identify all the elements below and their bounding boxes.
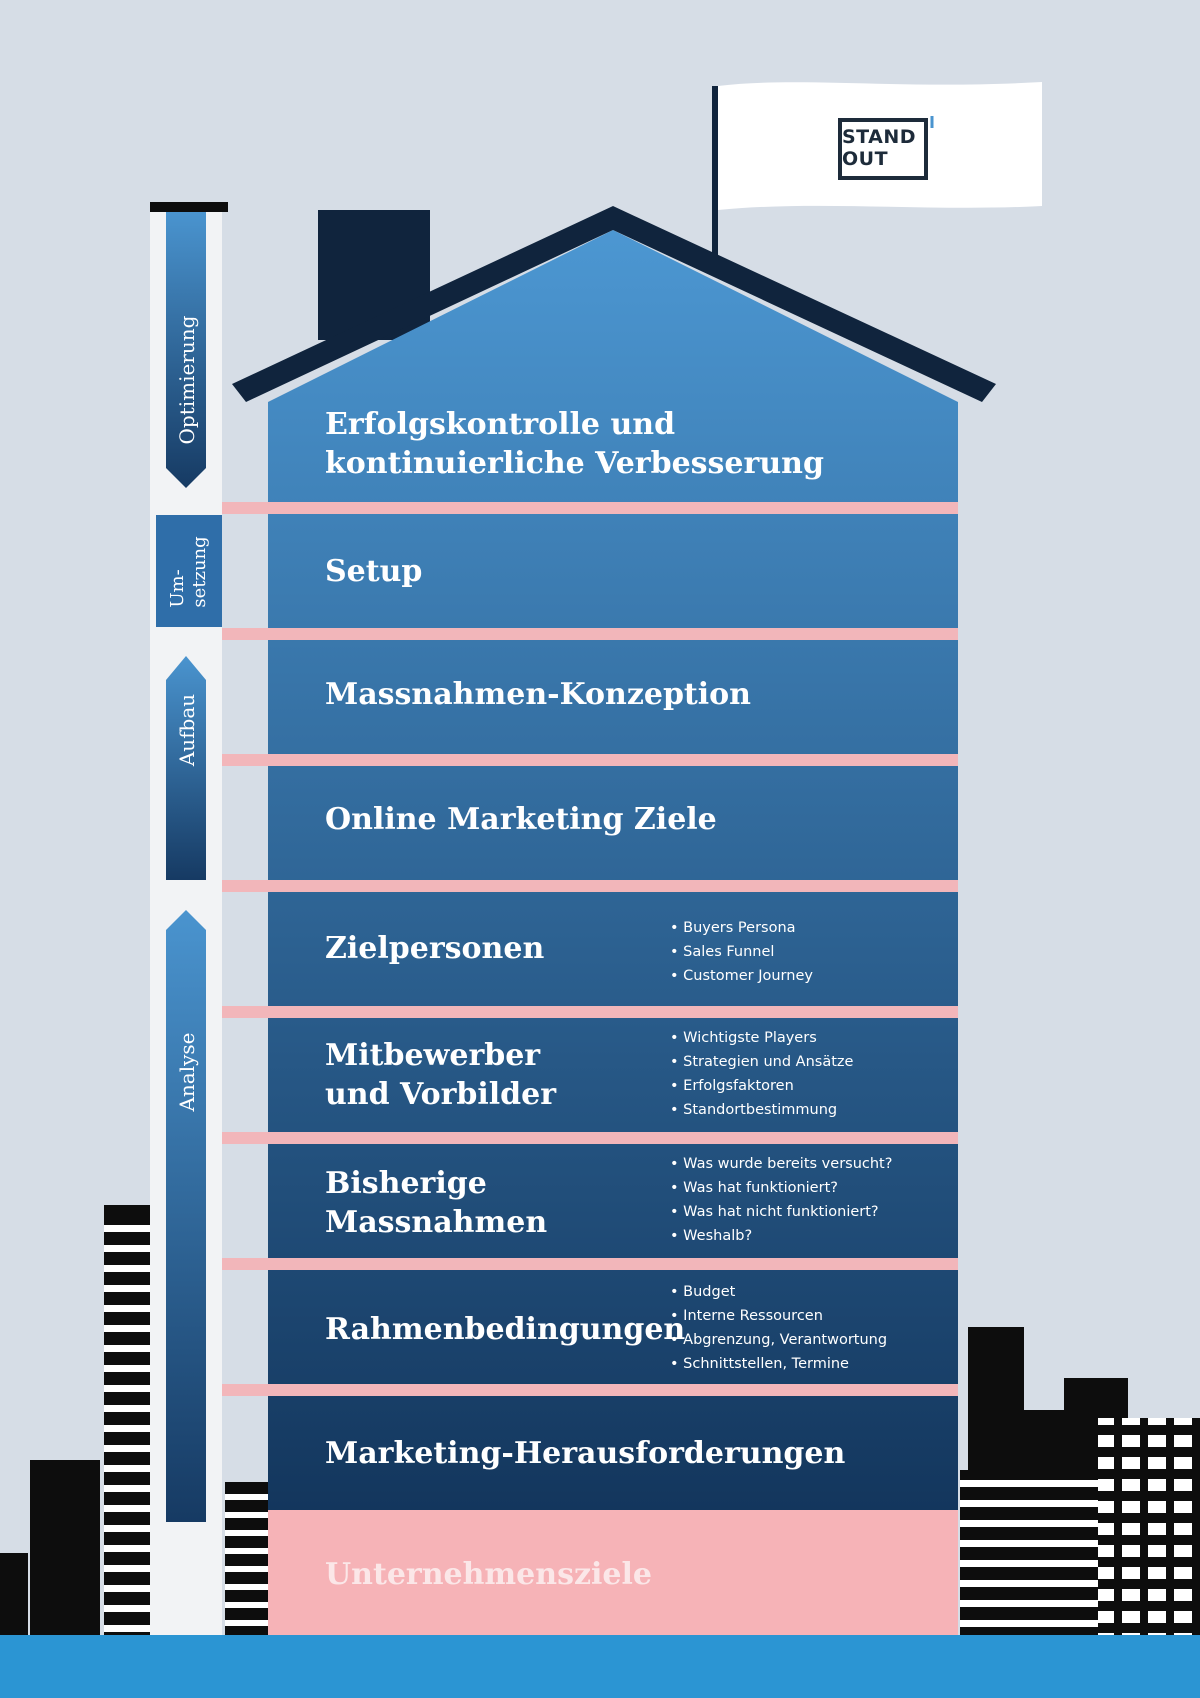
phase-arrow-analyse (166, 910, 206, 1522)
floor-divider (155, 1258, 958, 1270)
list-item: • Weshalb? (670, 1224, 892, 1248)
floor-label-bisherige-massnahmen (325, 1164, 547, 1242)
phase-label-optimierung: Optimierung (175, 315, 199, 445)
building-stripe (225, 1494, 269, 1500)
building-stripe (104, 1445, 156, 1452)
building-stripe (104, 1385, 156, 1392)
building-stripe (225, 1584, 269, 1590)
list-item: • Schnittstellen, Termine (670, 1352, 887, 1376)
phase-label-analyse: Analyse (175, 1032, 199, 1112)
list-item: • Sales Funnel (670, 940, 813, 964)
building-stripe (960, 1480, 1098, 1487)
floor-label-online-marketing-ziele (325, 800, 717, 839)
building-stripe (104, 1365, 156, 1372)
building-stripe (225, 1548, 269, 1554)
building-stripe (960, 1620, 1098, 1627)
building-stripe (104, 1565, 156, 1572)
list-item: • Abgrenzung, Verantwortung (670, 1328, 887, 1352)
building-stripe (104, 1345, 156, 1352)
phase-label-aufbau: Aufbau (175, 693, 199, 767)
floor-label-setup (325, 552, 422, 591)
floor-label-line: kontinuierliche Verbesserung (325, 446, 824, 481)
building-stripe (104, 1585, 156, 1592)
building-stripe (225, 1620, 269, 1626)
floor-label-mitbewerber (325, 1036, 556, 1114)
floor-divider (155, 880, 958, 892)
building-stripe (104, 1225, 156, 1232)
list-item: • Standortbestimmung (670, 1098, 853, 1122)
building-stripe (104, 1405, 156, 1412)
floor-label-marketing-herausforderungen (325, 1434, 845, 1473)
building-stripe (104, 1485, 156, 1492)
building-stripe (960, 1580, 1098, 1587)
building-stripe (104, 1285, 156, 1292)
bullets-zielpersonen (670, 916, 813, 988)
floor-label-line: und Vorbilder (325, 1077, 557, 1112)
floor-label-zielpersonen (325, 929, 544, 968)
building-stripe (104, 1325, 156, 1332)
logo-line1: STAND (842, 126, 917, 148)
building-stripe (960, 1540, 1098, 1547)
building-stripe (104, 1465, 156, 1472)
list-item: • Was wurde bereits versucht? (670, 1152, 892, 1176)
floor-label-erfolgskontrolle (325, 405, 824, 483)
stand-out-logo (832, 116, 938, 182)
bullets-mitbewerber (670, 1026, 853, 1122)
floor-label-line: Massnahmen (325, 1205, 548, 1240)
building-stripe (104, 1245, 156, 1252)
floor-label-line: Setup (325, 554, 423, 589)
floor-label-line: Erfolgskontrolle und (325, 407, 676, 442)
building-stripe (104, 1625, 156, 1632)
building-stripe (104, 1525, 156, 1532)
logo-line2: OUT (842, 148, 889, 170)
building-stripe (960, 1600, 1098, 1607)
floor-label-massnahmen-konzeption (325, 675, 751, 714)
bullets-rahmenbedingungen (670, 1280, 887, 1376)
floor-label-line: Marketing-Herausforderungen (325, 1436, 846, 1471)
floor-divider (155, 502, 958, 514)
floor-label-line: Zielpersonen (325, 931, 545, 966)
floor-divider (155, 754, 958, 766)
floor-label-line: Mitbewerber (325, 1038, 541, 1073)
building-stripe (960, 1560, 1098, 1567)
phase-label-umsetzung: Um- setzung (167, 536, 210, 608)
building-stripe (960, 1520, 1098, 1527)
floor-label-line: Online Marketing Ziele (325, 802, 717, 837)
list-item: • Budget (670, 1280, 887, 1304)
ground (0, 1635, 1200, 1698)
phase-arrow-aufbau (166, 656, 206, 880)
floor-label-rahmenbedingungen (325, 1310, 685, 1349)
building-stripe (104, 1425, 156, 1432)
list-item: • Interne Ressourcen (670, 1304, 887, 1328)
building-stripe (104, 1505, 156, 1512)
building-stripe (104, 1305, 156, 1312)
building-stripe (960, 1500, 1098, 1507)
list-item: • Was hat funktioniert? (670, 1176, 892, 1200)
building-stripe (225, 1512, 269, 1518)
list-item: • Erfolgsfaktoren (670, 1074, 853, 1098)
floor-divider (155, 1132, 958, 1144)
building-stripe (225, 1530, 269, 1536)
floor-label-line: Massnahmen-Konzeption (325, 677, 751, 712)
floor-label-line: Rahmenbedingungen (325, 1312, 686, 1347)
building-stripe (104, 1265, 156, 1272)
list-item: • Strategien und Ansätze (670, 1050, 853, 1074)
floor-divider (155, 1384, 958, 1396)
floor-label-line: Bisherige (325, 1166, 487, 1201)
building-stripe (225, 1566, 269, 1572)
city-skyline-right (960, 1327, 1200, 1635)
list-item: • Customer Journey (670, 964, 813, 988)
building-stripe (104, 1605, 156, 1612)
list-item: • Was hat nicht funktioniert? (670, 1200, 892, 1224)
list-item: • Wichtigste Players (670, 1026, 853, 1050)
foundation-label-text: Unternehmensziele (325, 1557, 652, 1592)
floor-divider (155, 1006, 958, 1018)
list-item: • Buyers Persona (670, 916, 813, 940)
foundation-label (325, 1555, 652, 1594)
floor-divider (155, 628, 958, 640)
building-stripe (225, 1602, 269, 1608)
bullets-bisherige-massnahmen (670, 1152, 892, 1248)
building-stripe (104, 1545, 156, 1552)
